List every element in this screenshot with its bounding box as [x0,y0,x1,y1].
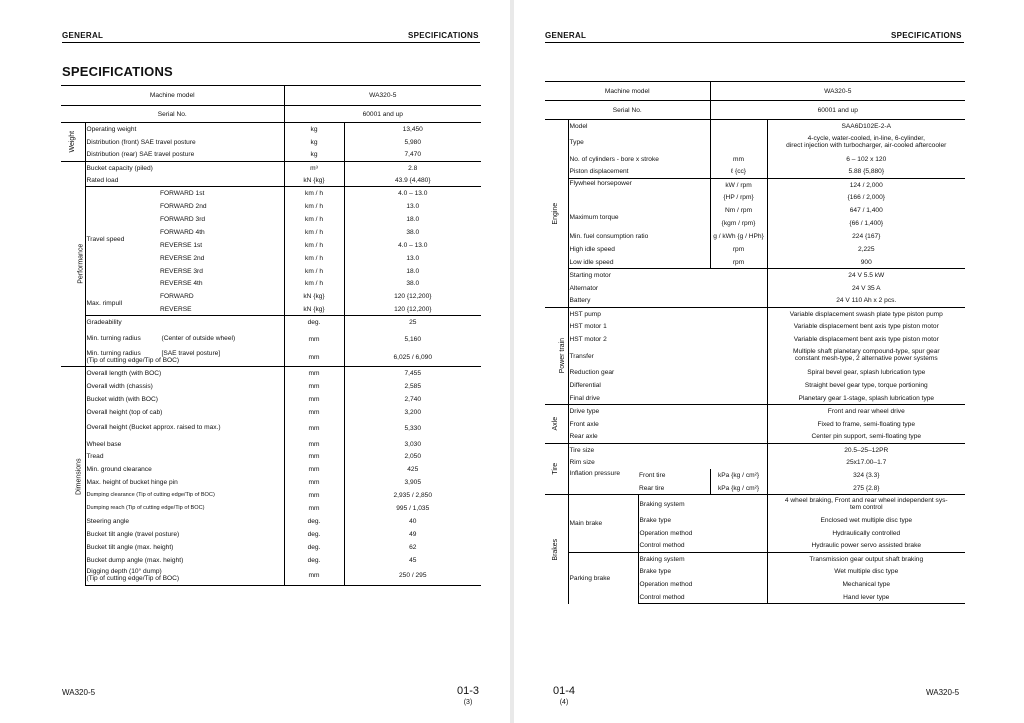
spec-item: Min. fuel consumption ratio [569,232,649,240]
table-row [545,120,965,133]
spec-unit: mm [284,405,344,418]
table-row [61,418,481,437]
spec-item: Min. ground clearance [85,463,284,476]
spec-value: 4-cycle, water-cooled, in-line, 6-cylinder, direct injection with turbocharger, air-cooled aftercooler [786,135,947,149]
table-row [61,123,481,136]
table-row [545,379,965,392]
spec-item: Battery [568,294,767,307]
spec-unit: mm [284,393,344,406]
spec-subitem: REVERSE [159,303,284,316]
table-row [61,174,481,187]
table-row [545,417,965,430]
spec-item: HST pump [568,307,767,320]
spec-value: Wet multiple disc type [834,568,899,576]
spec-item: Inflation pressure [569,469,621,477]
group-brakes [545,495,568,604]
group-tire [545,443,568,495]
spec-value: 4 wheel braking, Front and rear wheel independent sys- tem control [767,495,965,514]
spec-item: Bucket tilt angle (travel posture) [85,528,284,541]
spec-unit: mm [284,349,344,367]
spec-item: Maximum torque [569,213,619,221]
spec-item: Overall height (top of cab) [85,405,284,418]
table-row [545,243,965,256]
spec-value: 6 – 102 x 120 [846,155,887,163]
group-label: Dimensions [75,457,83,495]
table-row [61,329,481,349]
spec-item: Front axle [568,417,767,430]
model-label: Machine model [61,86,284,106]
spec-value: Fixed to frame, semi-floating type [817,420,915,428]
spec-value: {166 / 2,000} [847,194,885,202]
spec-unit: kg [284,148,344,161]
spec-unit: mm [284,418,344,437]
page-number-main: 01-3 [456,685,480,697]
spec-value: Hydraulically controlled [832,529,901,537]
table-row [545,392,965,405]
spec-value: 4.0 – 13.0 [344,187,481,200]
spec-unit: rpm [710,256,767,269]
spec-unit: deg. [284,553,344,566]
header-section-label: GENERAL [62,31,104,40]
spec-subitem: FORWARD 2nd [159,200,284,213]
spec-subitem: Braking system [638,495,767,514]
spec-value: Transmission gear output shaft braking [767,552,965,565]
spec-item: Dumping reach (Tip of cutting edge/Tip of BOC) [85,502,284,515]
page-number-main: 01-4 [552,685,576,697]
spec-value: Variable displacement swash plate type piston pump [767,307,965,320]
group-label: Axle [552,416,560,431]
table-row [61,316,481,329]
table-row [61,290,481,303]
table-row [61,437,481,450]
spec-unit: deg. [284,515,344,528]
spec-unit: mm [284,566,344,585]
spec-value: 2.8 [344,161,481,174]
spec-subitem: Rear tire [639,484,665,492]
group-label: Performance [77,243,85,284]
spec-table-right [545,81,965,604]
spec-unit: mm [284,463,344,476]
spec-item: Drive type [568,404,767,417]
header-section-label: GENERAL [545,31,587,40]
spec-unit: kN {kg} [284,174,344,187]
spec-subitem: Braking system [638,552,767,565]
spec-value: Variable displacement bent axis type piston motor [793,323,939,331]
table-row [61,515,481,528]
spec-unit: mm [284,367,344,380]
group-weight [61,123,85,162]
table-row [545,178,965,191]
table-row [545,404,965,417]
spec-unit: km / h [284,200,344,213]
header-row [61,106,481,123]
table-row [545,294,965,307]
spec-unit: mm [284,476,344,489]
spec-unit: km / h [284,187,344,200]
group-label: Engine [552,202,560,225]
spec-subitem: Control method [638,591,767,604]
spec-item: Low idle speed [569,258,614,266]
spec-unit [710,120,767,133]
table-row [545,320,965,333]
spec-unit: kN {kg} [284,290,344,303]
spec-value: 900 [860,258,872,266]
spec-unit: kPa {kg / cm²} [710,482,767,495]
spec-item: Final drive [568,392,767,405]
table-row [61,540,481,553]
table-row [61,393,481,406]
spec-item: Type [569,139,584,147]
spec-value: 4.0 – 13.0 [398,241,428,249]
spec-value: SAA6D102E-2-A [767,120,965,133]
spec-subitem: FORWARD 3rd [159,213,284,226]
spec-value: Center pin support, semi-floating type [811,433,922,441]
spec-value: 45 [409,556,417,564]
table-row [61,463,481,476]
spec-subitem: REVERSE 2nd [159,251,284,264]
spec-unit: km / h [284,264,344,277]
header-rule [545,42,964,43]
spec-unit: kW / rpm [710,178,767,191]
spec-item: Tire size [568,443,767,456]
table-row [61,405,481,418]
model-value: WA320-5 [710,82,965,101]
table-row [545,281,965,294]
table-row [61,489,481,502]
spec-unit: g / kWh {g / HPh} [710,230,767,243]
spec-item: Parking brake [568,552,638,604]
spec-item: HST motor 2 [568,333,767,346]
spec-item: Gradeability [85,316,284,329]
spec-subitem: REVERSE 1st [159,239,284,252]
spec-item: Steering angle [85,515,284,528]
spec-value: 2,740 [404,395,422,403]
table-row [545,333,965,346]
spec-unit [710,132,767,152]
spec-unit: m³ [284,161,344,174]
table-row [545,469,965,482]
page-number-sub: (3) [463,699,473,706]
spec-value: 18.0 [406,267,420,275]
group-dimensions [61,367,85,585]
table-row [61,553,481,566]
spec-item: Transfer [568,346,767,366]
spec-item: Bucket dump angle (max. height) [85,553,284,566]
table-row [545,230,965,243]
spec-item: Bucket width (with BOC) [85,393,284,406]
spec-item: Digging depth (10° dump) (Tip of cutting edge/Tip of BOC) [85,566,284,585]
spec-unit: mm [284,437,344,450]
table-row [545,152,965,165]
spec-unit: {kgm / rpm} [710,217,767,230]
group-label: Tire [552,462,560,475]
group-power-train [545,307,568,404]
footer-model: WA320-5 [926,688,960,697]
spec-unit: km / h [284,226,344,239]
spec-unit: ℓ {cc} [710,165,767,178]
spec-value: 13,450 [344,123,481,136]
spec-value: 3,905 [404,479,422,487]
spec-item: HST motor 1 [568,320,767,333]
spec-unit: Nm / rpm [710,204,767,217]
spec-value: 43.9 {4,480} [394,177,431,185]
spec-subitem: Operation method [638,527,767,540]
spec-item: Wheel base [85,437,284,450]
spec-subitem: Control method [638,539,767,552]
spec-unit: mm [710,152,767,165]
spec-value: 3,200 [404,408,422,416]
spec-value: 250 / 295 [344,566,481,585]
page-right [514,0,1024,723]
spec-item-note: (Center of outside wheel) [161,334,236,342]
spec-value: 13.0 [406,254,420,262]
spec-item [85,329,284,349]
table-row [545,495,965,514]
spec-unit: mm [284,329,344,349]
model-value: WA320-5 [284,86,481,106]
model-label: Machine model [545,82,710,101]
header-row [545,82,965,101]
table-row [545,346,965,366]
spec-value: 3,030 [404,440,422,448]
table-row [545,430,965,443]
header-row [545,101,965,120]
table-row [61,450,481,463]
table-row [61,161,481,174]
spec-value: 5,160 [404,335,422,343]
spec-value: 38.0 [406,228,420,236]
table-row [61,502,481,515]
spec-subitem: Brake type [638,565,767,578]
table-row [61,528,481,541]
table-row [61,148,481,161]
spec-item: Distribution (rear) SAE travel posture [85,148,284,161]
spec-value: {66 / 1,400} [849,220,884,228]
spec-value: Mechanical type [842,581,891,589]
page-left [0,0,510,723]
page-number [542,685,586,709]
spec-item: Overall height (Bucket approx. raised to max.) [85,418,284,437]
spec-unit: km / h [284,251,344,264]
spec-unit: rpm [710,243,767,256]
spec-unit: {HP / rpm} [710,191,767,204]
spec-item: High idle speed [569,245,615,253]
table-row [545,132,965,152]
table-row [545,204,965,217]
spec-value: 5,980 [404,138,422,146]
spec-value: 40 [409,517,417,525]
table-row [61,187,481,200]
spec-unit: kN {kg} [284,303,344,316]
spec-unit: km / h [284,277,344,290]
spec-value: 224 {167} [852,232,881,240]
group-engine [545,120,568,308]
spec-item: Flywheel horsepower [568,178,710,204]
spec-value: 25x17.00–1.7 [846,459,887,467]
serial-label: Serial No. [545,101,710,120]
spec-item-text: Min. turning radius [86,350,141,358]
table-row [545,165,965,178]
spec-item: Bucket tilt angle (max. height) [85,540,284,553]
spec-table-left [61,85,481,586]
table-row [545,552,965,565]
spec-value: Multiple shaft planetary compound-type, spur gear constant mesh-type, 2 alternative power systems [792,348,940,363]
header-rule [62,42,480,43]
spec-value: 24 V 5.5 kW [767,268,965,281]
spec-item: Overall length (with BOC) [85,367,284,380]
table-row [545,307,965,320]
spec-value: Hydraulic power servo assisted brake [811,542,922,550]
spec-value: Hand lever type [767,591,965,604]
spec-value: 647 / 1,400 [849,207,883,215]
spec-value: 2,935 / 2,850 [393,492,433,500]
spec-item: Alternator [568,281,767,294]
spec-item: Main brake [568,495,638,553]
table-row [545,256,965,269]
spec-item: Max. rimpull [86,299,123,307]
table-row [545,443,965,456]
spec-item: Travel speed [85,187,159,290]
spec-subitem: FORWARD 4th [159,226,284,239]
spec-value: 24 V 110 Ah x 2 pcs. [836,297,897,305]
spec-value: 20.5–25–12PR [767,443,965,456]
group-label: Brakes [552,538,560,561]
spec-value: 5.88 {5,880} [848,168,885,176]
spec-unit: mm [284,489,344,502]
spec-value: 120 {12,200} [394,293,432,301]
spec-item: Rear axle [568,430,767,443]
spec-item: Overall width (chassis) [85,380,284,393]
spec-value: Variable displacement bent axis type piston motor [793,336,939,344]
table-row [545,268,965,281]
spec-unit: deg. [284,540,344,553]
spec-unit: km / h [284,239,344,252]
spec-item: Reduction gear [568,366,767,379]
group-axle [545,404,568,443]
spec-value: Planetary gear 1-stage, splash lubrication type [798,394,935,402]
spec-value: 120 {12,200} [394,305,432,313]
spec-unit: deg. [284,528,344,541]
spec-unit: kg [284,123,344,136]
serial-label: Serial No. [61,106,284,123]
spec-value: 275 {2.8} [853,484,880,492]
spec-value: 38.0 [406,280,420,288]
table-row [61,135,481,148]
spec-unit: km / h [284,213,344,226]
spec-item: Rated load [85,174,284,187]
table-row [61,476,481,489]
group-label: Power train [559,338,566,374]
spec-unit: mm [284,450,344,463]
group-label: Weight [69,130,77,153]
spec-item: Tread [85,450,284,463]
spec-subitem: Brake type [638,514,767,527]
spec-subitem: FORWARD [159,290,284,303]
spec-item: Model [568,120,710,133]
header-doc-label: SPECIFICATIONS [408,31,479,40]
spec-subitem: FORWARD 1st [159,187,284,200]
spec-value: 124 / 2,000 [767,178,965,191]
spec-item: No. of cylinders - bore x stroke [569,155,659,163]
header-row [61,86,481,106]
table-row [545,456,965,469]
spec-unit: kg [284,135,344,148]
page-title: SPECIFICATIONS [62,64,173,79]
spec-value: 24 V 35 A [851,284,881,292]
spec-value: 2,225 [858,245,875,253]
spec-value: 2,585 [404,382,422,390]
spec-unit: deg. [284,316,344,329]
spec-item [85,349,284,367]
spec-value: 49 [409,530,417,538]
spec-value: 995 / 1,035 [396,505,430,512]
table-row [61,367,481,380]
header-doc-label: SPECIFICATIONS [891,31,962,40]
spec-value: 2,050 [404,453,422,461]
spec-subitem: REVERSE 4th [159,277,284,290]
spec-item: Piston displacement [569,168,629,176]
page-number [446,685,490,709]
spec-value: Spiral bevel gear, splash lubrication type [807,368,926,376]
spec-item: Operating weight [85,123,284,136]
footer-model: WA320-5 [62,688,96,697]
table-row [545,366,965,379]
spec-item: Dumping clearance (Tip of cutting edge/Tip of BOC) [85,489,284,502]
spec-value: 425 [407,466,419,474]
spec-value: Front and rear wheel drive [767,404,965,417]
spec-item-note: [SAE travel posture] [161,350,221,358]
spec-item-text: Min. turning radius [86,334,141,342]
spec-unit: mm [284,380,344,393]
spec-subitem: Front tire [639,472,666,480]
spec-value: 5,330 [404,424,422,432]
spec-value: 6,025 / 6,090 [393,354,433,362]
spec-value: 18.0 [406,215,420,223]
table-row [61,380,481,393]
spec-value: 25 [344,316,481,329]
spec-item: Distribution (front) SAE travel posture [85,135,284,148]
spec-value: Straight bevel gear type, torque portioning [804,381,928,389]
table-row [61,349,481,367]
spec-unit: kPa {kg / cm²} [710,469,767,482]
spec-value: 7,455 [344,367,481,380]
spec-unit: mm [284,502,344,515]
spec-item: Bucket capacity (piled) [85,161,284,174]
spec-item: Differential [568,379,767,392]
group-performance [61,161,85,367]
spec-item-text-2: (Tip of cutting edge/Tip of BOC) [86,357,180,364]
spec-value: 62 [409,543,417,551]
serial-value: 60001 and up [284,106,481,123]
spec-item: Rim size [568,456,767,469]
table-row [61,566,481,585]
spec-subitem: REVERSE 3rd [159,264,284,277]
serial-value: 60001 and up [710,101,965,120]
spec-value: Enclosed wet multiple disc type [820,516,913,524]
spec-item: Starting motor [568,268,767,281]
spec-subitem: Operation method [638,578,767,591]
spec-value: 13.0 [406,203,420,211]
page-number-sub: (4) [559,699,569,706]
spec-value: 7,470 [404,151,422,159]
spec-item: Max. height of bucket hinge pin [85,476,284,489]
spec-value: 324 {3.3} [853,472,880,480]
